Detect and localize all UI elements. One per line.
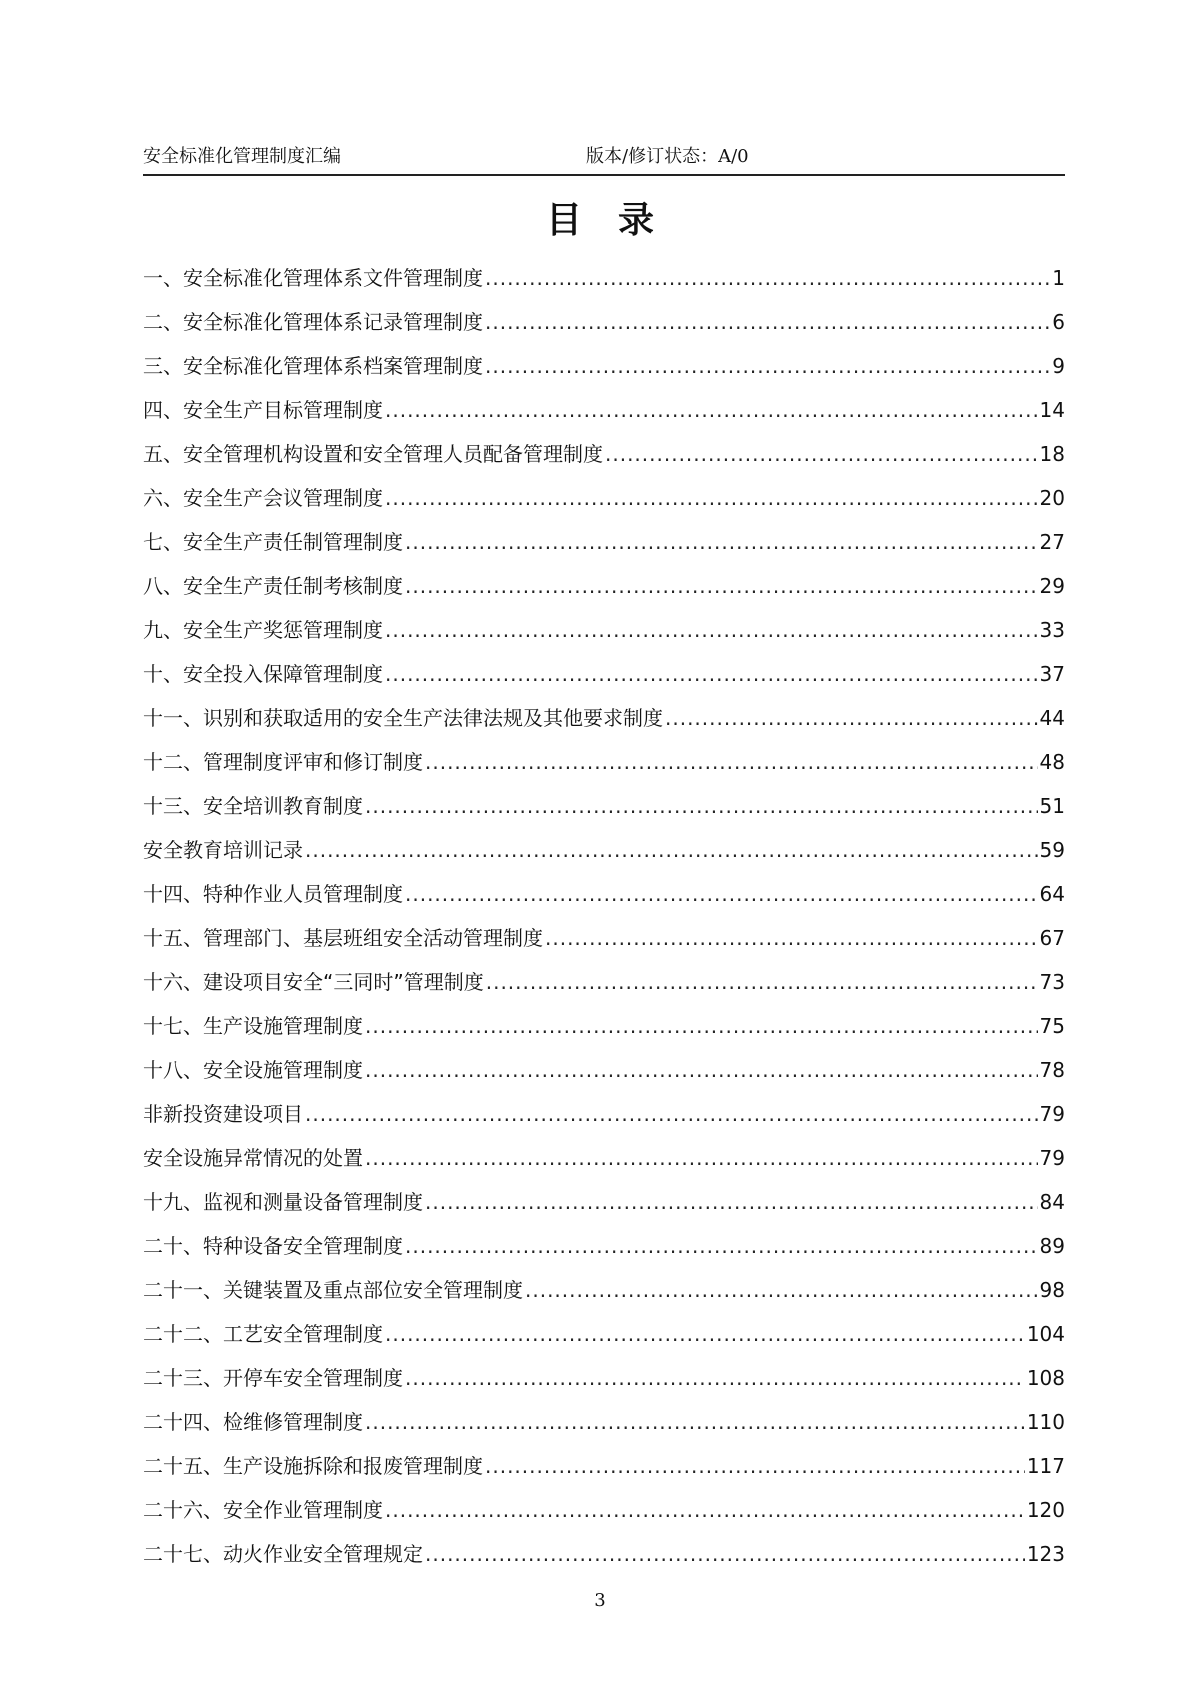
toc-entry-page: 67 — [1039, 926, 1065, 950]
toc-leader-dots — [385, 1312, 1025, 1356]
toc-leader-dots — [385, 1488, 1025, 1532]
toc-leader-dots — [605, 432, 1038, 476]
toc-entry-page: 48 — [1039, 750, 1065, 774]
toc-entry[interactable] — [143, 960, 1065, 1004]
toc-leader-dots — [365, 1400, 1025, 1444]
toc-leader-dots — [485, 256, 1050, 300]
toc-entry-label: 二十四、检维修管理制度 — [143, 1410, 363, 1434]
toc-leader-dots — [305, 828, 1038, 872]
toc-entry[interactable] — [143, 1048, 1065, 1092]
toc-entry[interactable] — [143, 388, 1065, 432]
toc-entry[interactable] — [143, 344, 1065, 388]
toc-entry-label: 安全教育培训记录 — [143, 838, 303, 862]
toc-entry-label: 十、安全投入保障管理制度 — [143, 662, 383, 686]
toc-leader-dots — [425, 1180, 1038, 1224]
toc-entry-page: 29 — [1039, 574, 1065, 598]
version-status: 版本/修订状态：A/0 — [586, 146, 749, 167]
toc-leader-dots — [385, 608, 1038, 652]
toc-leader-dots — [365, 1004, 1038, 1048]
toc-entry-label: 十四、特种作业人员管理制度 — [143, 882, 403, 906]
toc-entry-label: 二十五、生产设施拆除和报废管理制度 — [143, 1454, 483, 1478]
toc-entry-label: 二十三、开停车安全管理制度 — [143, 1366, 403, 1390]
toc-entry-label: 二十、特种设备安全管理制度 — [143, 1234, 403, 1258]
toc-entry-page: 108 — [1026, 1366, 1065, 1390]
toc-entry[interactable] — [143, 828, 1065, 872]
toc-entry-page: 14 — [1039, 398, 1065, 422]
toc-entry-page: 18 — [1039, 442, 1065, 466]
toc-entry-label: 九、安全生产奖惩管理制度 — [143, 618, 383, 642]
toc-entry[interactable] — [143, 1532, 1065, 1576]
toc-entry[interactable] — [143, 1356, 1065, 1400]
toc-entry-label: 四、安全生产目标管理制度 — [143, 398, 383, 422]
page-number: 3 — [594, 1590, 606, 1611]
toc-title: 目录 — [545, 200, 690, 241]
toc-entry-page: 9 — [1052, 354, 1065, 378]
toc-entry-page: 20 — [1039, 486, 1065, 510]
toc-entry-page: 104 — [1026, 1322, 1065, 1346]
toc-leader-dots — [405, 564, 1038, 608]
toc-entry-page: 6 — [1052, 310, 1065, 334]
toc-entry-label: 二十七、动火作业安全管理规定 — [143, 1542, 423, 1566]
toc-leader-dots — [385, 476, 1038, 520]
toc-entry[interactable] — [143, 696, 1065, 740]
toc-entry-label: 十一、识别和获取适用的安全生产法律法规及其他要求制度 — [143, 706, 663, 730]
toc-entry[interactable] — [143, 1488, 1065, 1532]
toc-entry-page: 78 — [1039, 1058, 1065, 1082]
table-of-contents — [143, 256, 1065, 1576]
toc-entry-page: 33 — [1039, 618, 1065, 642]
toc-leader-dots — [525, 1268, 1038, 1312]
toc-entry[interactable] — [143, 432, 1065, 476]
toc-entry[interactable] — [143, 872, 1065, 916]
toc-entry[interactable] — [143, 1444, 1065, 1488]
toc-entry-page: 120 — [1026, 1498, 1065, 1522]
toc-leader-dots — [545, 916, 1038, 960]
page-header — [143, 136, 1065, 176]
toc-entry[interactable] — [143, 1400, 1065, 1444]
toc-entry[interactable] — [143, 1004, 1065, 1048]
toc-entry-label: 二十二、工艺安全管理制度 — [143, 1322, 383, 1346]
toc-entry-page: 27 — [1039, 530, 1065, 554]
toc-entry-page: 110 — [1026, 1410, 1065, 1434]
toc-entry[interactable] — [143, 300, 1065, 344]
toc-entry-label: 七、安全生产责任制管理制度 — [143, 530, 403, 554]
toc-entry-page: 79 — [1039, 1102, 1065, 1126]
toc-entry[interactable] — [143, 1312, 1065, 1356]
toc-entry-label: 十六、建设项目安全“三同时”管理制度 — [143, 970, 484, 994]
toc-leader-dots — [385, 652, 1038, 696]
toc-leader-dots — [425, 1532, 1025, 1576]
toc-entry-page: 75 — [1039, 1014, 1065, 1038]
toc-entry[interactable] — [143, 564, 1065, 608]
toc-entry-page: 37 — [1039, 662, 1065, 686]
toc-entry[interactable] — [143, 1268, 1065, 1312]
toc-leader-dots — [486, 960, 1038, 1004]
toc-entry-label: 安全设施异常情况的处置 — [143, 1146, 363, 1170]
toc-entry-page: 89 — [1039, 1234, 1065, 1258]
toc-entry[interactable] — [143, 1092, 1065, 1136]
toc-entry-label: 三、安全标准化管理体系档案管理制度 — [143, 354, 483, 378]
toc-entry[interactable] — [143, 520, 1065, 564]
toc-leader-dots — [365, 1048, 1038, 1092]
toc-leader-dots — [305, 1092, 1038, 1136]
toc-leader-dots — [405, 520, 1038, 564]
toc-leader-dots — [405, 872, 1038, 916]
toc-entry-page: 73 — [1039, 970, 1065, 994]
toc-entry-page: 64 — [1039, 882, 1065, 906]
toc-leader-dots — [405, 1224, 1038, 1268]
toc-entry-page: 117 — [1026, 1454, 1065, 1478]
toc-entry-page: 79 — [1039, 1146, 1065, 1170]
toc-leader-dots — [405, 1356, 1025, 1400]
toc-entry-label: 二十六、安全作业管理制度 — [143, 1498, 383, 1522]
toc-entry-label: 五、安全管理机构设置和安全管理人员配备管理制度 — [143, 442, 603, 466]
toc-entry-label: 六、安全生产会议管理制度 — [143, 486, 383, 510]
toc-entry[interactable] — [143, 740, 1065, 784]
toc-leader-dots — [665, 696, 1038, 740]
toc-entry-label: 二十一、关键装置及重点部位安全管理制度 — [143, 1278, 523, 1302]
toc-entry-page: 1 — [1052, 266, 1065, 290]
toc-entry-label: 十九、监视和测量设备管理制度 — [143, 1190, 423, 1214]
toc-entry-label: 十五、管理部门、基层班组安全活动管理制度 — [143, 926, 543, 950]
toc-leader-dots — [485, 344, 1050, 388]
toc-leader-dots — [385, 388, 1038, 432]
toc-entry-label: 十二、管理制度评审和修订制度 — [143, 750, 423, 774]
toc-entry-page: 51 — [1039, 794, 1065, 818]
toc-entry[interactable] — [143, 608, 1065, 652]
toc-leader-dots — [365, 784, 1038, 828]
toc-entry[interactable] — [143, 1224, 1065, 1268]
toc-entry-label: 一、安全标准化管理体系文件管理制度 — [143, 266, 483, 290]
toc-leader-dots — [485, 1444, 1025, 1488]
toc-entry-page: 123 — [1026, 1542, 1065, 1566]
toc-entry[interactable] — [143, 1136, 1065, 1180]
toc-leader-dots — [425, 740, 1038, 784]
toc-leader-dots — [485, 300, 1050, 344]
toc-entry[interactable] — [143, 1180, 1065, 1224]
toc-entry[interactable] — [143, 784, 1065, 828]
toc-entry[interactable] — [143, 476, 1065, 520]
toc-entry-page: 44 — [1039, 706, 1065, 730]
toc-entry-label: 十八、安全设施管理制度 — [143, 1058, 363, 1082]
toc-entry-label: 八、安全生产责任制考核制度 — [143, 574, 403, 598]
toc-entry-label: 非新投资建设项目 — [143, 1102, 303, 1126]
toc-entry[interactable] — [143, 256, 1065, 300]
toc-leader-dots — [365, 1136, 1038, 1180]
document-title: 安全标准化管理制度汇编 — [143, 146, 341, 167]
toc-entry[interactable] — [143, 916, 1065, 960]
toc-entry-label: 十三、安全培训教育制度 — [143, 794, 363, 818]
toc-entry-label: 十七、生产设施管理制度 — [143, 1014, 363, 1038]
toc-entry-page: 59 — [1039, 838, 1065, 862]
toc-entry-page: 98 — [1039, 1278, 1065, 1302]
toc-entry-label: 二、安全标准化管理体系记录管理制度 — [143, 310, 483, 334]
toc-entry[interactable] — [143, 652, 1065, 696]
toc-entry-page: 84 — [1039, 1190, 1065, 1214]
